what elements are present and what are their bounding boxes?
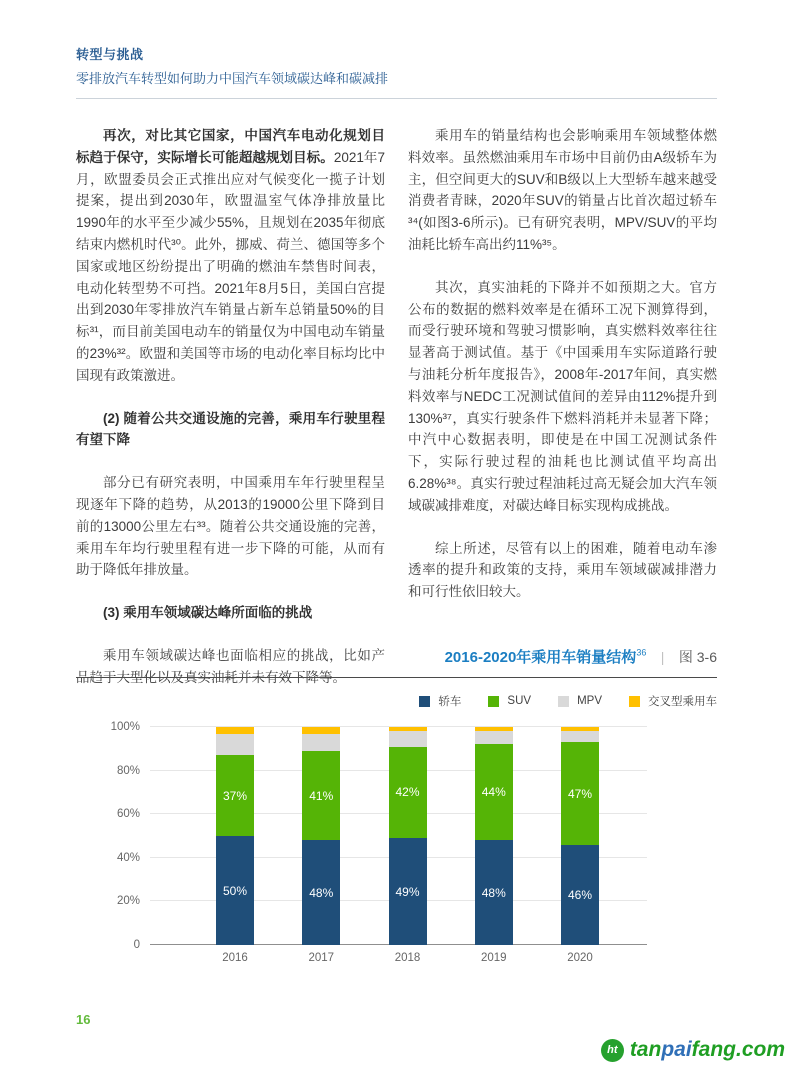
- y-axis-tick-label: 20%: [116, 895, 140, 908]
- y-axis-tick-label: 0: [133, 939, 140, 951]
- bar-segment-SUV: [561, 742, 599, 844]
- figure-divider: [76, 677, 717, 678]
- legend-item: [629, 693, 717, 709]
- bar-segment-MPV: [216, 734, 254, 756]
- bar-data-label: 44%: [481, 785, 506, 800]
- right-column: [408, 125, 717, 710]
- stacked-bar-2017: [302, 727, 340, 945]
- bar-segment-MPV: [389, 731, 427, 746]
- legend-item: [488, 695, 531, 707]
- page-number: 16: [76, 1012, 91, 1027]
- paragraph: 其次，真实油耗的下降并不如预期之大。官方公布的数据的燃料效率是在循环工况下测算得到，而受行驶环境和驾驶习惯影响，真实燃料效率往往显著高于测试值。基于《中国乘用车实际道路行驶与油耗分析年度报告》，2008年-2017年间，真实燃料效率与NEDC工况测试值间的差异由112%提升到130%³⁷，真实行驶条件下燃料消耗并未显著下降；中汽中心数据表明，即使是在中国工况测试条件下，实际行驶过程的油耗也比测试值平均高出6.28%³⁸。真实行驶过程油耗过高无疑会加大汽车领域碳减排难度，对碳达峰目标实现构成挑战。: [408, 279, 717, 513]
- bar-segment-MPV: [475, 731, 513, 744]
- bar-segment-SUV: [389, 747, 427, 839]
- stacked-bar-2020: [561, 727, 599, 945]
- bar-data-label: 50%: [222, 883, 248, 898]
- x-axis-labels: [150, 952, 647, 964]
- left-column: [76, 125, 385, 710]
- tanpaifang-logo[interactable]: [601, 1038, 785, 1062]
- legend-item: [419, 693, 461, 709]
- stacked-bar-2019: [475, 727, 513, 945]
- subsection-heading-3: (3) 乘用车领域碳达峰所面临的挑战: [103, 605, 313, 621]
- bar-data-label: 48%: [309, 885, 334, 900]
- bar-segment-SUV: [302, 751, 340, 840]
- bar-segment-MPV: [561, 731, 599, 742]
- bar-segment-轿车: [561, 845, 599, 945]
- stacked-bar-2016: [216, 727, 254, 945]
- bar-data-label: 37%: [222, 788, 248, 803]
- tanpaifang-logo-icon: ht: [601, 1039, 624, 1062]
- section-kicker: 转型与挑战: [76, 47, 144, 62]
- figure-title-row: [76, 646, 717, 667]
- figure-3-6: [76, 646, 717, 964]
- figure-number: 图 3-6: [678, 649, 717, 665]
- y-axis-tick-label: 80%: [116, 764, 140, 777]
- y-axis-tick-label: 100%: [110, 721, 140, 733]
- y-axis-tick-label: 40%: [116, 851, 140, 864]
- paragraph: 综上所述，尽管有以上的困难，随着电动车渗透率的提升和政策的支持，乘用车领域碳减排潜力和可行性依旧较大。: [408, 540, 717, 600]
- x-axis-tick-label: 2018: [394, 952, 421, 964]
- plot-area: [110, 721, 647, 951]
- chart-legend: [76, 693, 717, 709]
- bar-data-label: 49%: [395, 884, 420, 899]
- subsection-heading-2: (2) 随着公共交通设施的完善，乘用车行驶里程有望下降: [76, 410, 385, 448]
- legend-label: MPV: [577, 695, 602, 707]
- x-axis-tick-label: 2019: [480, 952, 507, 964]
- y-axis-tick-label: 60%: [116, 808, 140, 821]
- figure-title-separator: |: [660, 649, 665, 665]
- bar-segment-轿车: [475, 840, 513, 945]
- legend-item: [558, 695, 602, 707]
- paragraph-text: 2021年7月，欧盟委员会正式推出应对气候变化一揽子计划提案，提出到2030年，欧盟温室气体净排放量比1990年的水平至少减少55%，且规划在2035年彻底结束内燃机时代³⁰。此外，挪威、荷兰、德国等多个国家或地区纷纷提出了明确的燃油车禁售时间表，电动化转型势不可挡。2021年8月5日，美国白宫提出到2030年零排放汽车销量占新车总销量50%的目标³¹，而目前美国电动车的销量仅为中国电动车销量的23%³²。欧盟和美国等市场的电动化率目标均比中国现有政策激进。: [76, 149, 386, 383]
- x-axis-tick-label: 2016: [222, 952, 248, 964]
- paragraph: [76, 125, 385, 387]
- paragraph: 乘用车的销量结构也会影响乘用车领域整体燃料效率。虽然燃油乘用车市场中目前仍由A级轿车为主，但空间更大的SUV和B级以上大型轿车越来越受消费者青睐，2020年SUV的销量占比首次超过轿车³⁴(如图3-6所示)。已有研究表明，MPV/SUV的平均油耗比轿车高出约11%³⁵。: [408, 128, 717, 252]
- bar-data-label: 47%: [567, 786, 593, 801]
- bar-segment-轿车: [389, 838, 427, 945]
- legend-swatch-icon: [558, 696, 569, 707]
- legend-swatch-icon: [419, 696, 430, 707]
- x-axis-tick-label: 2020: [567, 952, 593, 964]
- legend-swatch-icon: [488, 696, 499, 707]
- bar-data-label: 48%: [481, 885, 506, 900]
- legend-swatch-icon: [629, 696, 640, 707]
- bars-row: [150, 727, 647, 945]
- legend-label: 交叉型乘用车: [648, 696, 717, 708]
- lead-sentence: 再次，对比其它国家，中国汽车电动化规划目标趋于保守，实际增长可能超越规划目标。: [76, 128, 385, 165]
- stacked-bar-2018: [389, 727, 427, 945]
- chart: [76, 721, 717, 964]
- bar-data-label: 46%: [567, 887, 593, 902]
- bar-segment-轿车: [302, 840, 340, 945]
- bar-segment-SUV: [216, 755, 254, 836]
- tanpaifang-logo-text: tanpaifang.com: [629, 1038, 785, 1061]
- paragraph: 乘用车领域碳达峰也面临相应的挑战，比如产品趋于大型化以及真实油耗并未有效下降等。: [76, 647, 385, 685]
- page-header: [76, 44, 717, 99]
- figure-footnote-ref: 36: [636, 647, 647, 658]
- bar-segment-MPV: [302, 734, 340, 751]
- bar-segment-SUV: [475, 744, 513, 840]
- bar-data-label: 42%: [395, 785, 420, 800]
- paragraph: 部分已有研究表明，中国乘用车年行驶里程呈现逐年下降的趋势，从2013的19000公里下降到目前的13000公里左右³³。随着公共交通设施的完善，乘用车年均行驶里程有进一步下降的可能，从而有助于降低年排放量。: [76, 475, 385, 578]
- body-columns: [76, 125, 717, 710]
- legend-label: 轿车: [438, 696, 462, 708]
- x-axis-tick-label: 2017: [308, 952, 335, 964]
- bar-data-label: 41%: [309, 788, 334, 803]
- bar-segment-轿车: [216, 836, 254, 945]
- figure-title: 2016-2020年乘用车销量结构: [444, 649, 637, 666]
- header-divider: [76, 98, 717, 99]
- report-subtitle: 零排放汽车转型如何助力中国汽车领域碳达峰和碳减排: [76, 71, 389, 86]
- legend-label: SUV: [507, 695, 532, 707]
